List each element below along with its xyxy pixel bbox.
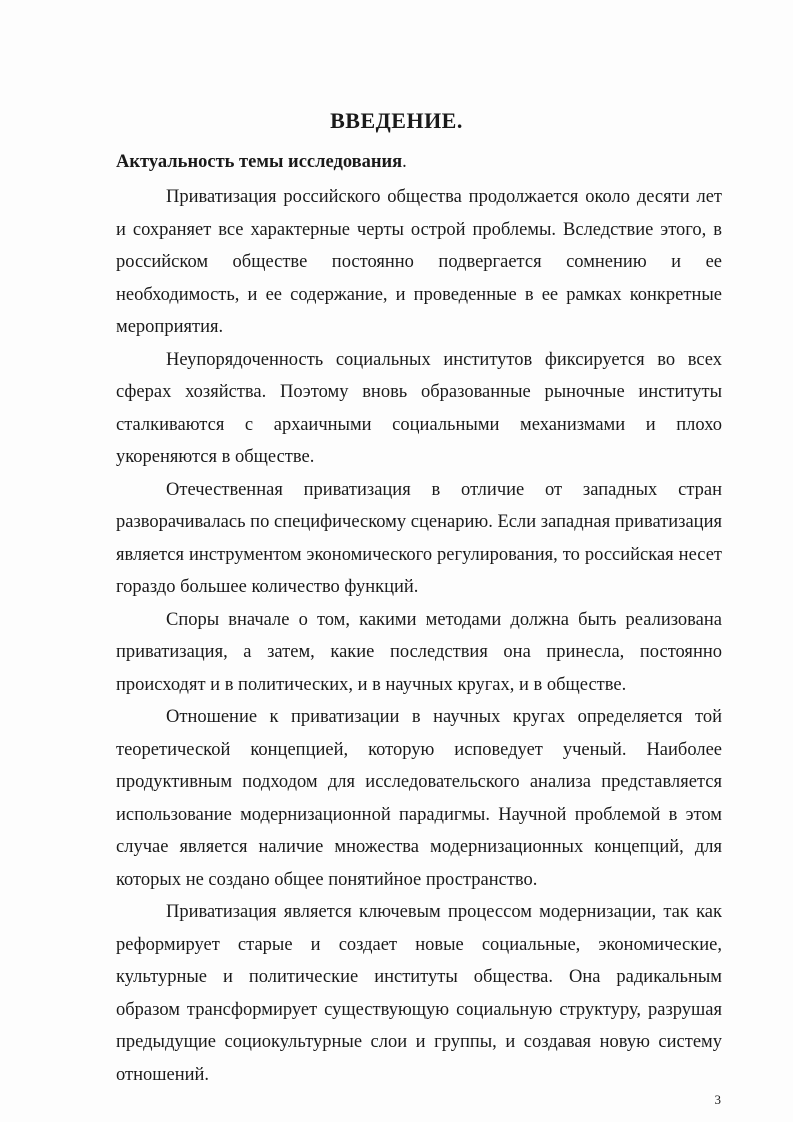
paragraph-6: Приватизация является ключевым процессом модернизации, так как реформирует старые и создает новые социальные, экономические, культурные и политические институты общества. Она радикальным образом трансформирует существующую социальную структуру, разрушая предыдущие социокультурные слои и группы, и создавая новую систему отношений.: [116, 902, 722, 1085]
paragraph-3: Отечественная приватизация в отличие от западных стран разворачивалась по специфическому сценарию. Если западная приватизация является инструментом экономического регулирования, то российская несет гораздо большее количество функций.: [116, 479, 722, 597]
paragraph-2: Неупорядоченность социальных институтов фиксируется во всех сферах хозяйства. Поэтому вновь образованные рыночные институты сталкиваются с архаичными социальными механизмами и плохо укореняются в обществе.: [116, 349, 722, 467]
paragraph-4: Споры вначале о том, какими методами должна быть реализована приватизация, а затем, какие последствия она принесла, постоянно происходят и в политических, и в научных кругах, и в обществе.: [116, 609, 722, 695]
section-heading: [116, 152, 407, 173]
section-heading-text: Актуальность темы исследования: [116, 152, 403, 172]
body-text: [116, 181, 722, 1091]
paragraph-1: Приватизация российского общества продолжается около десяти лет и сохраняет все характерные черты острой проблемы. Вследствие этого, в российском обществе постоянно подвергается сомнению и ее необходимость, и ее содержание, и проведенные в ее рамках конкретные мероприятия.: [116, 187, 722, 337]
page-number: 3: [714, 1092, 721, 1107]
section-heading-punct: .: [402, 152, 407, 172]
page-title: ВВЕДЕНИЕ.: [330, 108, 463, 133]
paragraph-5: Отношение к приватизации в научных кругах определяется той теоретической концепцией, которую исповедует ученый. Наиболее продуктивным подходом для исследовательского анализа представляется использование модернизационной парадигмы. Научной проблемой в этом случае является наличие множества модернизационных концепций, для которых не создано общее понятийное пространство.: [116, 707, 722, 890]
